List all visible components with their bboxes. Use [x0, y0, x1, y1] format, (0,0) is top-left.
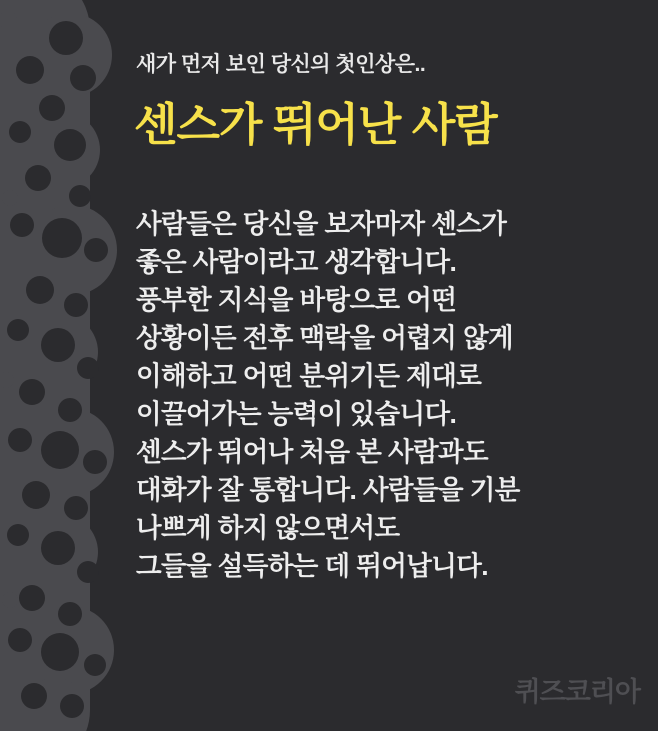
body-line: 이해하고 어떤 분위기든 제대로 — [136, 361, 482, 391]
lace-ornament — [0, 0, 130, 731]
body-line: 나쁘게 하지 않으면서도 — [136, 513, 400, 543]
headline-text: 센스가 뛰어난 사람 — [134, 99, 497, 150]
body-line: 그들을 설득하는 데 뛰어납니다. — [136, 551, 489, 581]
body-text — [136, 205, 656, 585]
card-content — [131, 0, 658, 731]
body-line: 센스가 뛰어나 처음 본 사람과도 — [136, 437, 489, 467]
body-line: 풍부한 지식을 바탕으로 어떤 — [136, 285, 457, 315]
body-line: 이끌어가는 능력이 있습니다. — [136, 399, 457, 429]
lace-pattern-icon — [0, 0, 130, 731]
body-line: 상황이든 전후 맥락을 어렵지 않게 — [136, 323, 514, 353]
kicker-text: 새가 먼저 보인 당신의 첫인상은.. — [136, 53, 426, 76]
body-line: 좋은 사람이라고 생각합니다. — [136, 247, 457, 277]
body-line: 사람들은 당신을 보자마자 센스가 — [136, 209, 507, 239]
watermark-label: 퀴즈코리아 — [514, 677, 640, 707]
body-line: 대화가 잘 통합니다. 사람들을 기분 — [136, 475, 520, 505]
